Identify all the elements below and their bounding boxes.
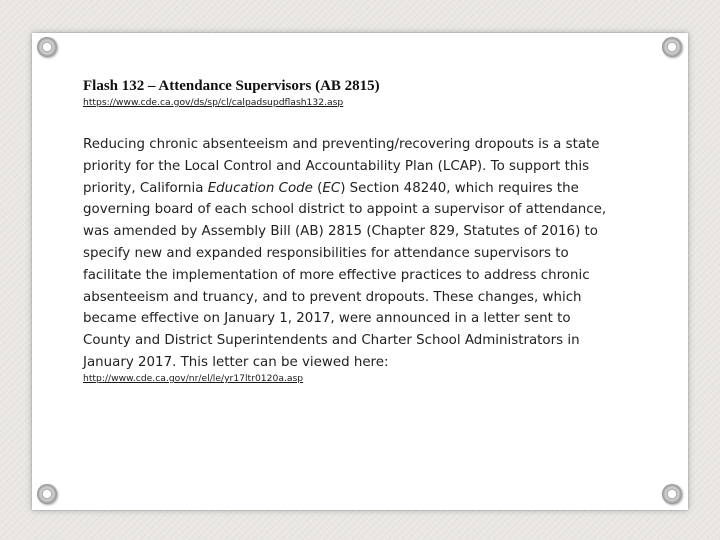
body-line bbox=[83, 330, 663, 352]
slide-card bbox=[32, 33, 688, 510]
body-text-run: specify new and expanded responsibilities for attendance supervisors to bbox=[83, 245, 569, 261]
body-line bbox=[83, 308, 663, 330]
body-text-run: ( bbox=[312, 180, 323, 196]
body-line bbox=[83, 221, 663, 243]
body-text-run: governing board of each school district to appoint a supervisor of attendance, bbox=[83, 202, 607, 218]
italic-text-run: Education Code bbox=[207, 180, 313, 196]
body-text-run: became effective on January 1, 2017, were announced in a letter sent to bbox=[83, 311, 571, 327]
letter-link[interactable]: http://www.cde.ca.gov/nr/el/le/yr17ltr0120a.asp bbox=[83, 373, 304, 384]
body-text-run: Reducing chronic absenteeism and preventing/recovering dropouts is a state bbox=[83, 137, 600, 152]
body-text-run: ) Section 48240, which requires the bbox=[340, 180, 579, 196]
italic-text-run: EC bbox=[322, 180, 341, 196]
body-text-run: County and District Superintendents and Charter School Administrators in bbox=[83, 333, 580, 349]
body-line bbox=[83, 265, 663, 287]
pushpin-icon bbox=[37, 37, 57, 57]
pushpin-icon bbox=[662, 37, 682, 57]
body-text-run: priority for the Local Control and Accountability Plan (LCAP). To support this bbox=[83, 158, 590, 174]
body-line bbox=[83, 199, 663, 221]
body-line bbox=[83, 243, 663, 265]
pushpin-icon bbox=[37, 484, 57, 504]
flash-132-link[interactable]: https://www.cde.ca.gov/ds/sp/cl/calpadsupdflash132.asp bbox=[83, 97, 344, 108]
body-line bbox=[83, 134, 663, 156]
body-line bbox=[83, 287, 663, 309]
body-text-run: was amended by Assembly Bill (AB) 2815 (Chapter 829, Statutes of 2016) to bbox=[83, 224, 598, 240]
body-line bbox=[83, 156, 663, 178]
slide-title: Flash 132 – Attendance Supervisors (AB 2815) bbox=[83, 78, 380, 94]
body-line bbox=[83, 178, 663, 200]
body-text-run: January 2017. This letter can be viewed here: bbox=[83, 354, 389, 370]
body-text-run: facilitate the implementation of more effective practices to address chronic bbox=[83, 267, 590, 283]
pushpin-icon bbox=[662, 484, 682, 504]
body-text-run: absenteeism and truancy, and to prevent dropouts. These changes, which bbox=[83, 289, 582, 305]
body-text-run: priority, California bbox=[83, 180, 208, 196]
body-line bbox=[83, 352, 663, 374]
body-paragraph bbox=[83, 134, 663, 374]
